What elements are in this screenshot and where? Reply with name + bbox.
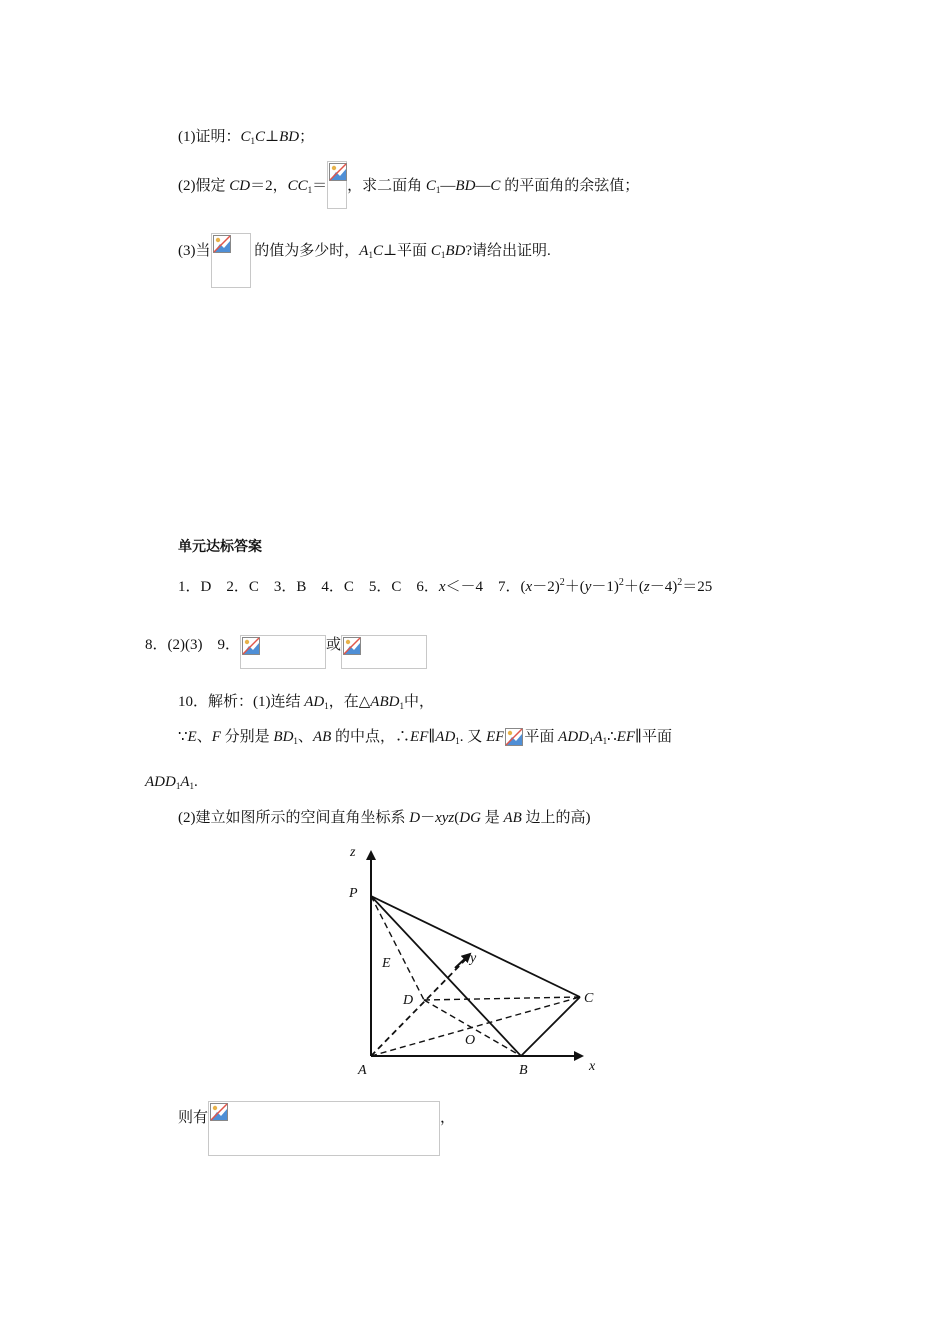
- broken-image-icon: [242, 637, 260, 655]
- q10-ab: AB: [312, 729, 332, 745]
- broken-image-icon: [343, 637, 361, 655]
- q2-line: [178, 176, 639, 209]
- ans-y: y: [584, 579, 592, 595]
- formula-image-placeholder: [327, 161, 347, 209]
- q2-cd: CD: [229, 178, 251, 194]
- q10-then-end: ，: [440, 1110, 456, 1126]
- ans-x: x: [438, 579, 446, 595]
- q3-line: [178, 241, 551, 288]
- q3-prefix: (3)当: [178, 243, 211, 259]
- q10-a1: A: [593, 729, 603, 745]
- q2-bd: BD: [455, 178, 476, 194]
- formula-image-placeholder: [211, 233, 251, 288]
- q10-add: ADD: [558, 729, 589, 745]
- formula-image-placeholder: [240, 635, 326, 669]
- answers-or: 或: [325, 637, 341, 653]
- q1-c-sub: 1: [250, 136, 256, 146]
- edge-dc: [424, 997, 580, 1000]
- q10-dg: DG: [459, 810, 481, 826]
- broken-image-icon: [505, 728, 523, 746]
- q3-bd: BD: [445, 243, 466, 259]
- ans-sq2: 2: [618, 577, 624, 588]
- ans-m4: －4): [649, 579, 678, 595]
- q10-abd: ABD: [370, 694, 400, 710]
- q10-a1-sub: 1: [602, 736, 608, 746]
- q10-line-2: [178, 727, 672, 751]
- q10-a2-sub: 1: [189, 781, 194, 791]
- answers-heading: 单元达标答案: [178, 539, 262, 555]
- q10-ad: AD: [304, 694, 325, 710]
- y-axis-arrow: [455, 954, 470, 968]
- q1-c-tail: C: [255, 129, 266, 145]
- broken-image-icon: [210, 1103, 228, 1121]
- answers-line-2: [145, 635, 427, 669]
- q10-dash: －: [420, 810, 436, 826]
- broken-image-icon: [329, 163, 347, 181]
- q10-par2: ∥: [635, 729, 642, 745]
- q10-bd-sub: 1: [293, 736, 298, 746]
- q10-par: ∥: [428, 729, 436, 745]
- q10-paren: (: [454, 810, 460, 826]
- q10-ad2: AD: [435, 729, 456, 745]
- ans-plus2: ＋(: [623, 579, 644, 595]
- q10-f: F: [211, 729, 221, 745]
- q10-bd: BD: [273, 729, 294, 745]
- q10-line-3: [145, 772, 198, 796]
- q10-abd-sub: 1: [399, 701, 404, 711]
- q10-intro: 10．解析：(1)连结: [178, 694, 305, 710]
- q3-a: A: [359, 243, 369, 259]
- ans-m1: －1): [591, 579, 619, 595]
- edge-pc: [371, 896, 580, 997]
- answers-line-1: [178, 573, 712, 597]
- q10-because: ∵: [178, 729, 188, 745]
- q2-dash1: —: [440, 178, 456, 194]
- q10-part2: (2)建立如图所示的空间直角坐标系: [178, 810, 410, 826]
- q10-d: D: [409, 810, 421, 826]
- answers-items: 1．D 2．C 3．B 4．C 5．C 6．: [178, 579, 439, 595]
- q10-a2: A: [180, 774, 190, 790]
- q10-ad-sub: 1: [324, 701, 329, 711]
- q3-mid: 的值为多少时，: [254, 243, 360, 259]
- ans-sq1: 2: [559, 577, 565, 588]
- formula-image-placeholder: [341, 635, 427, 669]
- q10-mid2: 分别是: [220, 729, 274, 745]
- label-p: P: [349, 886, 358, 901]
- edge-pd: [371, 896, 424, 1000]
- q1-bd: BD: [279, 129, 300, 145]
- ans-z: z: [643, 579, 650, 595]
- q3-c2-sub: 1: [440, 250, 446, 260]
- q10-therefore: ∴: [607, 729, 617, 745]
- q10-comma: 、: [297, 729, 313, 745]
- q2-cc-sub: 1: [307, 185, 313, 195]
- q2-cc: CC: [287, 178, 308, 194]
- q10-xyz: xyz: [435, 810, 455, 826]
- q1-end: ；: [299, 129, 315, 145]
- q10-mid: ，在△: [328, 694, 371, 710]
- ans-plus1: ＋(: [564, 579, 585, 595]
- q10-then: 则有: [178, 1110, 209, 1126]
- q2-tail2: 的平面角的余弦值；: [500, 178, 640, 194]
- q10-plane: 平面: [524, 729, 559, 745]
- q3-perp: ⊥平面: [382, 243, 431, 259]
- label-o: O: [465, 1033, 476, 1048]
- edge-bc: [521, 997, 580, 1056]
- answers-items-2: 8．(2)(3) 9．: [145, 637, 240, 653]
- q10-e: E: [187, 729, 197, 745]
- label-x: x: [589, 1059, 596, 1074]
- q3-c: C: [372, 243, 383, 259]
- q1-perp: ⊥: [265, 129, 280, 145]
- broken-image-icon: [213, 235, 231, 253]
- q10-plane2: 平面: [641, 729, 672, 745]
- q2-c-sub: 1: [435, 185, 441, 195]
- formula-image-placeholder: [208, 1101, 440, 1156]
- q10-sep: 、: [196, 729, 212, 745]
- q10-tail: 边上的高): [521, 810, 591, 826]
- label-e: E: [382, 956, 391, 971]
- q2-prefix: (2)假定: [178, 178, 230, 194]
- q1-line: [178, 127, 314, 151]
- q2-eq: ＝: [312, 178, 328, 194]
- q1-c: C: [240, 129, 251, 145]
- q10-line-1: [178, 692, 434, 716]
- label-d: D: [403, 993, 414, 1008]
- label-z: z: [350, 845, 356, 860]
- q10-ef: EF: [410, 729, 429, 745]
- label-b: B: [519, 1063, 528, 1078]
- q2-dash2: —: [475, 178, 491, 194]
- q2-tail1: ，求二面角: [347, 178, 426, 194]
- q10-is: 是: [480, 810, 504, 826]
- q10-ef2: EF: [486, 729, 505, 745]
- q10-line-4: [178, 808, 591, 828]
- q10-add2-sub: 1: [175, 781, 181, 791]
- q2-eq2: ＝2，: [250, 178, 288, 194]
- label-a: A: [358, 1063, 367, 1078]
- q2-c: C: [425, 178, 436, 194]
- formula-image-placeholder: [504, 727, 524, 747]
- q3-c2: C: [430, 243, 441, 259]
- q10-add-sub: 1: [588, 736, 594, 746]
- q10-mid3: 的中点，∴: [331, 729, 411, 745]
- q10-ef3: EF: [616, 729, 636, 745]
- label-c: C: [584, 991, 594, 1006]
- q10-also: . 又: [459, 729, 487, 745]
- q10-line-5: [178, 1108, 455, 1156]
- q3-a-sub: 1: [368, 250, 373, 260]
- q10-ab2: AB: [503, 810, 522, 826]
- q3-tail: ?请给出证明.: [465, 243, 551, 259]
- ans-eq: ＝25: [682, 579, 713, 595]
- ans-lt: ＜－4 7．(: [445, 579, 526, 595]
- ans-sq3: 2: [677, 577, 683, 588]
- ans-m2: －2): [532, 579, 560, 595]
- q10-end: 中，: [403, 694, 434, 710]
- q10-ad2-sub: 1: [455, 736, 460, 746]
- label-y: y: [470, 951, 477, 966]
- ans-x2: x: [525, 579, 533, 595]
- q10-dot: .: [194, 774, 198, 790]
- q1-prefix: (1)证明：: [178, 129, 241, 145]
- coordinate-figure: [340, 840, 610, 1080]
- q10-add2: ADD: [145, 774, 176, 790]
- q2-c2: C: [490, 178, 501, 194]
